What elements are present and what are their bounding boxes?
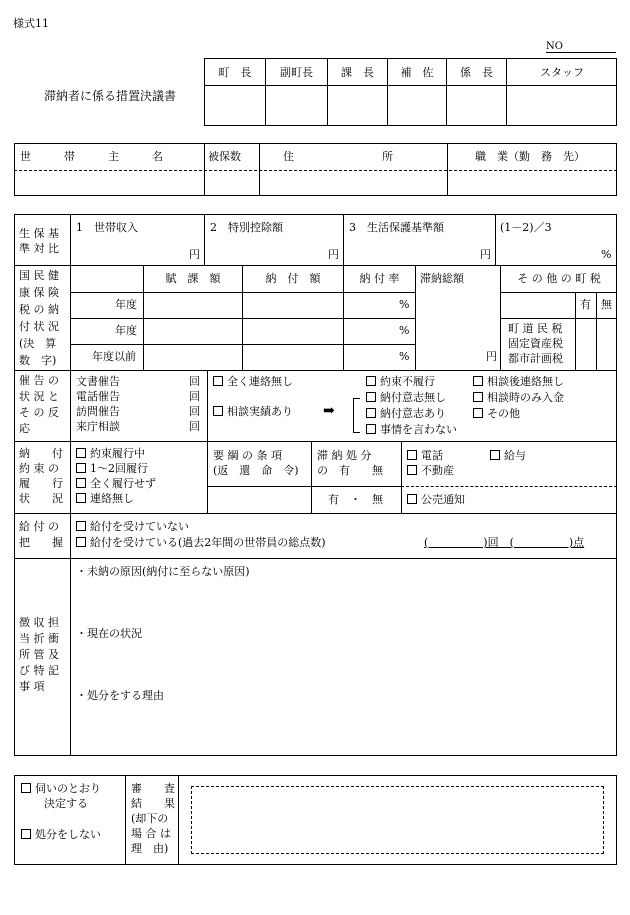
- checkbox-icon[interactable]: [366, 408, 376, 418]
- address-label: 住 所: [283, 150, 393, 163]
- checkbox-icon[interactable]: [213, 406, 223, 416]
- checkbox-icon[interactable]: [21, 829, 31, 839]
- disposition-yes-no: 有 ・ 無: [328, 493, 383, 506]
- broken-promise-option[interactable]: 約束不履行: [366, 376, 435, 388]
- checkbox-icon[interactable]: [76, 478, 86, 488]
- other-tax-municipal: 町 道 民 税: [508, 322, 563, 335]
- assessed-amount-header: 賦 課 額: [165, 272, 221, 285]
- checkbox-icon[interactable]: [21, 783, 31, 793]
- other-tax-city-planning: 都市計画税: [508, 352, 563, 365]
- insured-count-label: 被保数: [208, 150, 241, 163]
- disposition-label: 滞 納 処 分: [317, 449, 372, 462]
- reminder-phone: 電話催告: [76, 390, 120, 403]
- checkbox-icon[interactable]: [76, 493, 86, 503]
- arrow-right-icon: ➡: [323, 403, 335, 419]
- no-underline: [546, 52, 616, 53]
- reminder-label: 催 告 の: [19, 374, 59, 387]
- promise-partial-option[interactable]: 1～2回履行: [76, 463, 148, 475]
- reminder-visit: 訪問催告: [76, 405, 120, 418]
- pay-only-at-consult-option[interactable]: 相談時のみ入金: [473, 392, 564, 404]
- no-reason-option[interactable]: 事情を言わない: [366, 424, 457, 436]
- unpaid-reason-note: ・未納の原因(納付に至らない原因): [76, 565, 250, 578]
- tax-row-year-2: 年度: [115, 324, 137, 337]
- checkbox-icon[interactable]: [473, 376, 483, 386]
- tax-row-prior: 年度以前: [92, 350, 136, 363]
- other-tax-no: 無: [601, 298, 612, 311]
- checkbox-icon[interactable]: [76, 448, 86, 458]
- checkbox-icon[interactable]: [407, 465, 417, 475]
- other-taxes-header: そ の 他 の 町 税: [517, 272, 601, 285]
- promise-not-kept-option[interactable]: 全く履行せず: [76, 478, 156, 490]
- checkbox-icon[interactable]: [76, 537, 86, 547]
- benefit-count-field[interactable]: ( )回 ( )点: [424, 536, 585, 549]
- asset-salary-option[interactable]: 給与: [490, 450, 526, 462]
- consult-record-option[interactable]: 相談実績あり: [213, 406, 293, 418]
- guideline-clause-label: 要 綱 の 条 項: [213, 449, 282, 462]
- reminder-office-consult: 来庁相談: [76, 420, 120, 433]
- tax-row-year-1: 年度: [115, 298, 137, 311]
- disposition-reason-note: ・処分をする理由: [76, 689, 164, 702]
- checkbox-icon[interactable]: [473, 408, 483, 418]
- benefit-label: 給 付 の: [19, 520, 59, 533]
- approval-section-chief: 課 長: [341, 66, 374, 79]
- reminder-document: 文書催告: [76, 375, 120, 388]
- livelihood-label: 生 保 基: [19, 227, 59, 240]
- promise-no-contact-option[interactable]: 連絡無し: [76, 493, 134, 505]
- checkbox-icon[interactable]: [366, 392, 376, 402]
- household-head-label: 世 帯 主 名: [20, 150, 163, 163]
- promise-label: 納 付: [19, 447, 63, 460]
- paid-amount-header: 納 付 額: [265, 272, 321, 285]
- promise-in-progress-option[interactable]: 約束履行中: [76, 448, 145, 460]
- approval-deputy-mayor: 副町長: [280, 66, 313, 79]
- special-deduction-label: 2 特別控除額: [210, 221, 283, 234]
- total-arrears-header: 滞納総額: [420, 272, 464, 285]
- bracket: [353, 398, 360, 433]
- other-tax-property: 固定資産税: [508, 337, 563, 350]
- checkbox-icon[interactable]: [366, 424, 376, 434]
- welfare-standard-label: 3 生活保護基準額: [349, 221, 444, 234]
- notes-label: 徴 収 担: [19, 616, 59, 629]
- no-contact-option[interactable]: 全く連絡無し: [213, 376, 293, 388]
- public-auction-notice-option[interactable]: 公売通知: [407, 494, 465, 506]
- payment-rate-header: 納 付 率: [359, 272, 400, 285]
- ratio-label: (1－2)／3: [500, 221, 552, 234]
- approve-option[interactable]: 伺いのとおり: [21, 783, 101, 795]
- occupation-label: 職 業（勤 務 先）: [475, 150, 585, 163]
- approval-unit-chief: 係 長: [460, 66, 493, 79]
- no-label: NO: [546, 41, 563, 52]
- checkbox-icon[interactable]: [76, 463, 86, 473]
- checkbox-icon[interactable]: [473, 392, 483, 402]
- form-number: 様式11: [13, 17, 49, 30]
- doc-title: 滞納者に係る措置決議書: [44, 89, 177, 103]
- checkbox-icon[interactable]: [76, 521, 86, 531]
- household-income-label: 1 世帯収入: [76, 221, 138, 234]
- checkbox-icon[interactable]: [366, 376, 376, 386]
- asset-phone-option[interactable]: 電話: [407, 450, 443, 462]
- current-status-note: ・現在の状況: [76, 627, 142, 640]
- no-intent-option[interactable]: 納付意志無し: [366, 392, 446, 404]
- other-tax-yes: 有: [580, 298, 591, 311]
- checkbox-icon[interactable]: [407, 450, 417, 460]
- checkbox-icon[interactable]: [407, 494, 417, 504]
- no-contact-after-consult-option[interactable]: 相談後連絡無し: [473, 376, 564, 388]
- asset-real-estate-option[interactable]: 不動産: [407, 465, 454, 477]
- approval-mayor: 町 長: [218, 66, 252, 79]
- review-result-label: 審 査: [131, 782, 175, 795]
- tax-section-label: 国 民 健: [19, 269, 59, 282]
- approval-staff: スタッフ: [540, 66, 584, 79]
- benefit-not-received-option[interactable]: 給付を受けていない: [76, 521, 189, 533]
- has-intent-option[interactable]: 納付意志あり: [366, 408, 446, 420]
- other-option[interactable]: その他: [473, 408, 520, 420]
- review-reason-field[interactable]: [191, 786, 604, 854]
- checkbox-icon[interactable]: [213, 376, 223, 386]
- benefit-received-option[interactable]: 給付を受けている(過去2年間の世帯員の総点数): [76, 537, 326, 549]
- approval-assistant: 補 佐: [400, 66, 434, 79]
- no-disposition-option[interactable]: 処分をしない: [21, 829, 101, 841]
- checkbox-icon[interactable]: [490, 450, 500, 460]
